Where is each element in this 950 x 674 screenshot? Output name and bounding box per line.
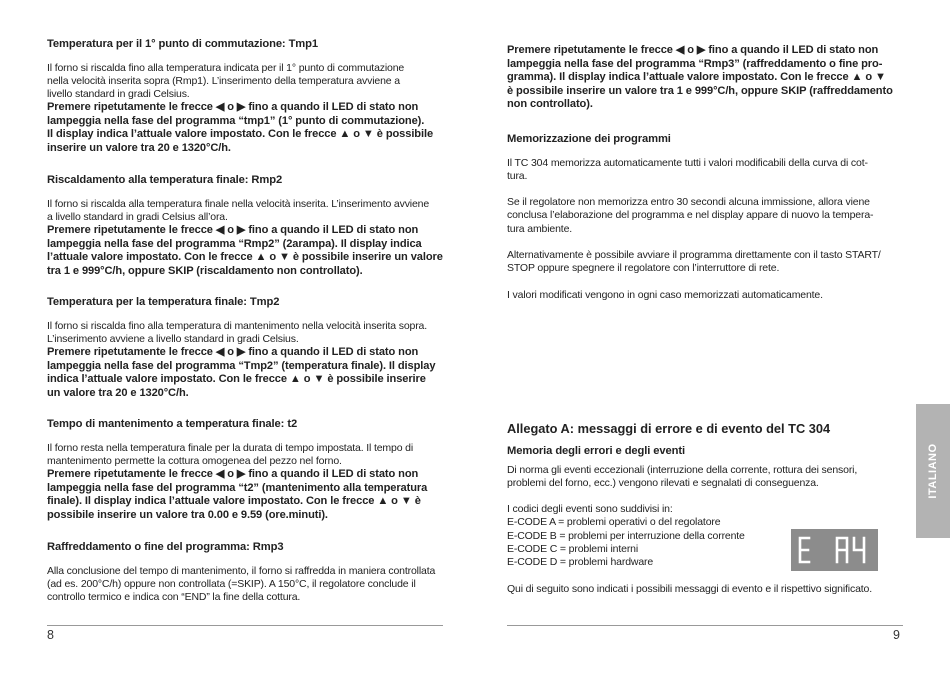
instruction-line: Premere ripetutamente le frecce ◀ o ▶ fino a quando il LED di stato non [47, 468, 419, 481]
instruction-line: Il display indica l’attuale valore impostato. Con le frecce ▲ o ▼ è possibile [47, 128, 434, 141]
appendix-subheading: Memoria degli errori e degli eventi [507, 445, 686, 457]
codes-intro: I codici degli eventi sono suddivisi in: [507, 503, 673, 516]
instruction-line: Premere ripetutamente le frecce ◀ o ▶ fino a quando il LED di stato non [507, 44, 879, 56]
text-line: Alternativamente è possibile avviare il programma direttamente con il tasto START/ [507, 248, 881, 261]
instruction-line: finale). Il display indica l’attuale valore impostato. Con le frecce ▲ o ▼ è [47, 495, 421, 508]
text-line: Il TC 304 memorizza automaticamente tutti i valori modificabili della curva di cot- [507, 156, 868, 169]
instruction-line: Premere ripetutamente le frecce ◀ o ▶ fino a quando il LED di stato non [47, 346, 419, 359]
text-line: Il forno si riscalda alla temperatura finale nella velocità inserita. L’inserimento avviene [47, 197, 430, 210]
text-line: I valori modificati vengono in ogni caso memorizzati automaticamente. [507, 288, 823, 301]
appendix-title: Allegato A: messaggi di errore e di evento del TC 304 [507, 421, 831, 436]
instruction-line: non controllato). [507, 98, 593, 110]
text-line: Alla conclusione del tempo di mantenimento, il forno si raffredda in maniera controllata [47, 564, 436, 577]
section-body [47, 62, 443, 156]
section-tmp2 [47, 296, 443, 400]
footer-rule-right [507, 625, 903, 626]
text-line: problemi del forno, ecc.) vengono rilevati e segnalati di conseguenza. [507, 476, 819, 489]
text-line: Il forno resta nella temperatura finale per la durata di tempo impostata. Il tempo di [47, 441, 414, 454]
section-heading: Riscaldamento alla temperatura finale: Rmp2 [47, 174, 283, 186]
event-code-item: E-CODE A = problemi operativi o del regolatore [507, 516, 721, 529]
event-code-item: E-CODE D = problemi hardware [507, 556, 654, 569]
text-line: Il forno si riscalda fino alla temperatura di mantenimento nella velocità inserita sopra. [47, 319, 428, 332]
text-line: a livello standard in gradi Celsius all’ora. [47, 210, 228, 223]
section-t2 [47, 418, 443, 522]
instruction-line: inserire un valore tra 20 e 1320°C/h. [47, 141, 231, 154]
text-line: Il forno si riscalda fino alla temperatura indicata per il 1° punto di commutazione [47, 61, 405, 74]
instruction-line: è possibile inserire un valore tra 1 e 999°C/h, oppure SKIP (raffreddamento [507, 84, 893, 97]
section-heading: Tempo di mantenimento a temperatura finale: t2 [47, 418, 298, 430]
instruction-line: lampeggia nella fase del programma “tmp1” (1° punto di commutazione). [47, 114, 425, 127]
instruction-line: l’attuale valore impostato. Con le frecce ▲ o ▼ è possibile inserire un valore [47, 251, 443, 264]
instruction-line: tra 1 e 999°C/h, oppure SKIP (riscaldamento non controllato). [47, 264, 363, 277]
instruction-line: indica l’attuale valore impostato. Con le frecce ▲ o ▼ è possibile inserire [47, 373, 426, 386]
rmp3-instructions [507, 44, 903, 112]
instruction-line: lampeggia nella fase del programma “Rmp2” (2arampa). Il display indica [47, 237, 422, 250]
section-heading: Temperatura per il 1° punto di commutazione: Tmp1 [47, 38, 319, 50]
instruction-line: un valore tra 20 e 1320°C/h. [47, 386, 189, 399]
section-heading: Temperatura per la temperatura finale: Tmp2 [47, 296, 280, 308]
text-line: Qui di seguito sono indicati i possibili messaggi di evento e il rispettivo significato. [507, 582, 872, 595]
section-rmp3 [47, 541, 443, 604]
text-line: livello standard in gradi Celsius. [47, 88, 190, 101]
text-line: Di norma gli eventi eccezionali (interruzione della corrente, rottura dei sensori, [507, 463, 858, 476]
section-tmp1 [47, 38, 443, 155]
text-line: L’inserimento avviene a livello standard in gradi Celsius. [47, 332, 299, 345]
language-tab-label: ITALIANO [927, 443, 939, 499]
section-body [47, 198, 443, 279]
instruction-line: Premere ripetutamente le frecce ◀ o ▶ fino a quando il LED di stato non [47, 101, 419, 114]
text-line: conclusa l’elaborazione del programma e nel display appare di nuovo la tempera- [507, 209, 874, 222]
section-body [47, 442, 443, 523]
instruction-line: Premere ripetutamente le frecce ◀ o ▶ fino a quando il LED di stato non [47, 224, 419, 237]
section-body [47, 565, 443, 605]
language-side-tab [916, 404, 950, 538]
text-line: (ad es. 200°C/h) oppure non controllata (=SKIP). A 150°C, il regolatore conclude il [47, 577, 416, 590]
section-memorizzazione [507, 133, 903, 302]
section-heading: Raffreddamento o fine del programma: Rmp3 [47, 541, 284, 553]
section-body [47, 320, 443, 401]
text-line: STOP oppure spegnere il regolatore con l’interruttore di rete. [507, 262, 780, 275]
instruction-line: gramma). Il display indica l’attuale valore impostato. Con le frecce ▲ o ▼ [507, 71, 886, 83]
instruction-line: lampeggia nella fase del programma “Rmp3” (raffreddamento o fine pro- [507, 57, 883, 70]
event-code-item: E-CODE C = problemi interni [507, 542, 639, 555]
page-number-right: 9 [893, 628, 900, 642]
instruction-line: lampeggia nella fase del programma “Tmp2” (temperatura finale). Il display [47, 359, 436, 372]
page-number-left: 8 [47, 628, 54, 642]
section-heading: Memorizzazione dei programmi [507, 133, 671, 145]
text-line: mantenimento permette la cottura omogenea del pezzo nel forno. [47, 454, 342, 467]
lcd-segments [791, 529, 878, 571]
text-line: controllo termico e indica con “END” la fine della cottura. [47, 591, 301, 604]
section-rmp2 [47, 174, 443, 278]
text-line: tura. [507, 169, 528, 182]
event-code-item: E-CODE B = problemi per interruzione della corrente [507, 529, 745, 542]
text-line: nella velocità inserita sopra (Rmp1). L’inserimento della temperatura avviene a [47, 74, 400, 87]
instruction-line: lampeggia nella fase del programma “t2” (mantenimento alla temperatura [47, 481, 428, 494]
instruction-line: possibile inserire un valore tra 0.00 e 9.59 (ore.minuti). [47, 508, 328, 521]
footer-rule-left [47, 625, 443, 626]
text-line: Se il regolatore non memorizza entro 30 secondi alcuna immissione, allora viene [507, 196, 870, 209]
text-line: tura ambiente. [507, 222, 573, 235]
lcd-display [791, 529, 878, 571]
